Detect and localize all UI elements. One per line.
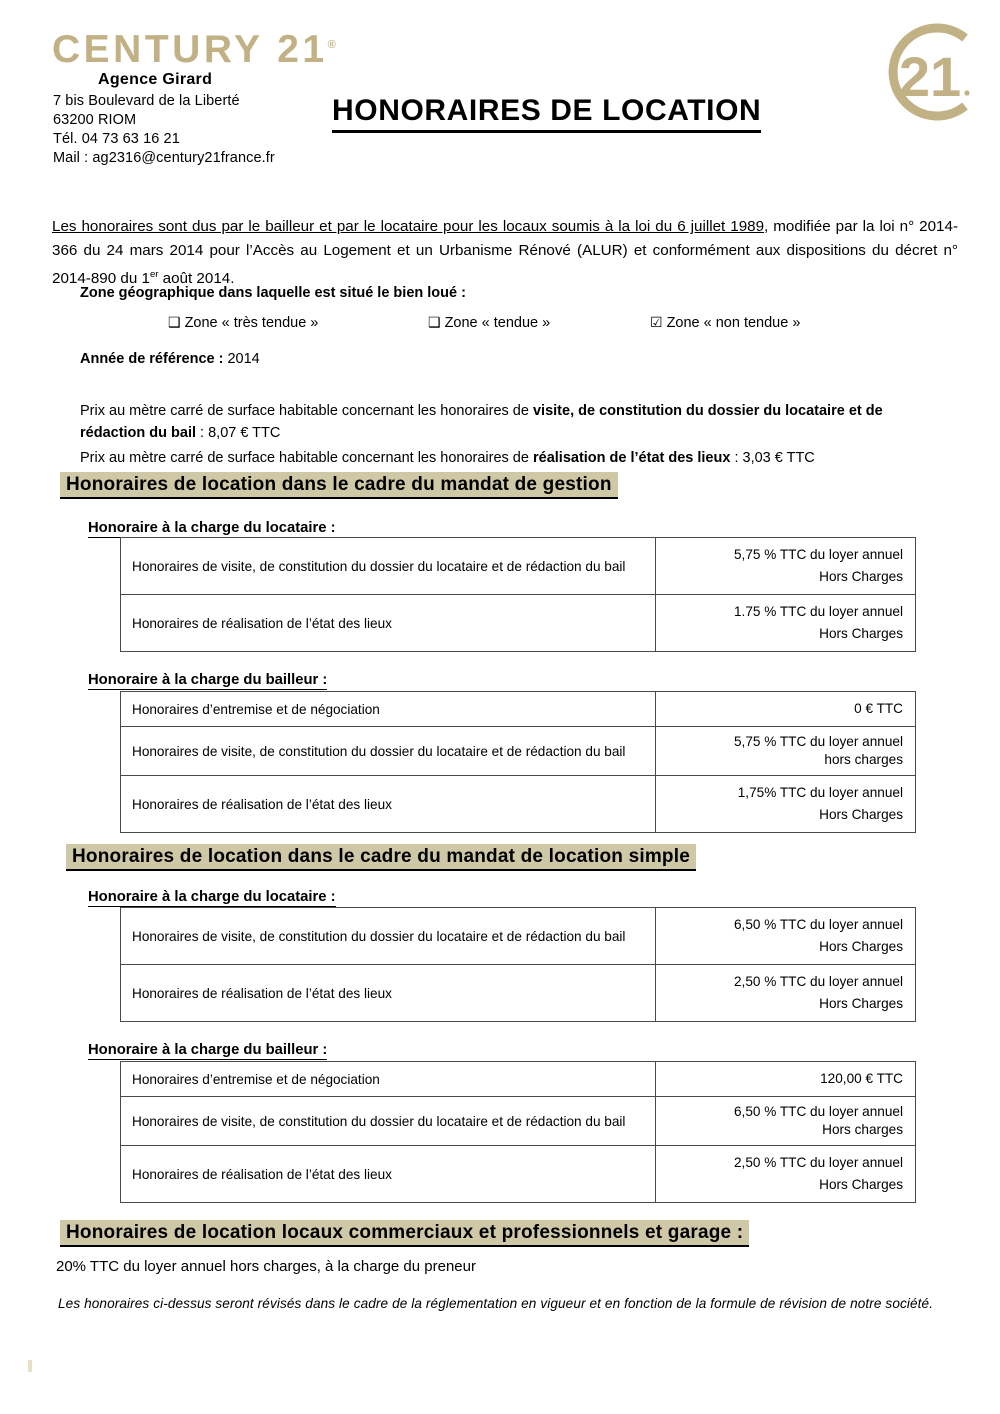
checkbox-unchecked-icon[interactable]: ❑ <box>428 314 441 330</box>
agency-name: Agence Girard <box>98 71 213 88</box>
century21-logo-icon <box>868 14 984 130</box>
fee-label: Honoraires de visite, de constitution du dossier du locataire et de rédaction du bail <box>121 727 656 776</box>
fee-value <box>656 595 916 652</box>
fee-value <box>656 1062 916 1097</box>
table-row <box>121 1062 916 1097</box>
scan-artifact <box>28 1360 32 1372</box>
checkbox-checked-icon[interactable]: ☑ <box>650 314 663 330</box>
price-visite-amount: : 8,07 € TTC <box>196 424 281 441</box>
price-visite-emphasis: visite, de constitution du dossier du locataire et de rédaction du bail <box>80 402 883 441</box>
fee-value-secondary: Hors Charges <box>819 1177 903 1192</box>
price-visite-prefix: Prix au mètre carré de surface habitable concernant les honoraires de <box>80 402 533 419</box>
price-etat-des-lieux-line <box>80 450 960 466</box>
fee-value-secondary: Hors charges <box>822 1122 903 1137</box>
fee-label: Honoraires de réalisation de l’état des lieux <box>121 776 656 833</box>
fee-label: Honoraires de réalisation de l’état des lieux <box>121 965 656 1022</box>
fee-value <box>656 776 916 833</box>
section-heading-mandat-gestion: Honoraires de location dans le cadre du mandat de gestion <box>60 472 618 499</box>
fee-value-secondary: Hors Charges <box>819 807 903 822</box>
reference-year <box>80 351 260 367</box>
brand-name-text: CENTURY 21 <box>52 28 328 71</box>
fee-value-primary: 120,00 € TTC <box>820 1071 903 1086</box>
fee-label: Honoraires d’entremise et de négociation <box>121 1062 656 1097</box>
agency-address-line-1: 7 bis Boulevard de la Liberté <box>53 93 240 109</box>
subheading-gestion-bailleur: Honoraire à la charge du bailleur : <box>88 672 328 688</box>
fee-value-primary: 5,75 % TTC du loyer annuel <box>733 547 903 562</box>
fee-value <box>656 1097 916 1146</box>
table-row <box>121 538 916 595</box>
table-row <box>121 692 916 727</box>
agency-address-line-2: 63200 RIOM <box>53 112 137 128</box>
fee-value-primary: 2,50 % TTC du loyer annuel <box>733 974 903 989</box>
intro-rest-a: , modifiée par la loi n° 2014-366 du 24 mars 2014 pour l’Accès au Logement et un Urbanisme Rénové (ALUR) et conformément aux dispositions du décret n° 2014-890 du 1 <box>52 218 959 288</box>
checkbox-unchecked-icon[interactable]: ❑ <box>168 314 181 330</box>
fee-label: Honoraires de réalisation de l’état des lieux <box>121 595 656 652</box>
agency-contact-block <box>53 92 275 168</box>
reference-year-label: Année de référence : <box>80 351 224 367</box>
price-etat-prefix: Prix au mètre carré de surface habitable concernant les honoraires de <box>80 449 533 466</box>
fee-value-secondary: Hors Charges <box>819 996 903 1011</box>
fee-value-primary: 5,75 % TTC du loyer annuel <box>733 734 903 749</box>
section-heading-locaux-commerciaux: Honoraires de location locaux commerciaux et professionnels et garage : <box>60 1220 749 1247</box>
zone-option-label: Zone « très tendue » <box>184 315 319 331</box>
commercial-rate-text: 20% TTC du loyer annuel hors charges, à la charge du preneur <box>56 1258 476 1275</box>
table-row <box>121 1097 916 1146</box>
table-row <box>121 965 916 1022</box>
fee-value <box>656 727 916 776</box>
subheading-simple-locataire: Honoraire à la charge du locataire : <box>88 889 336 905</box>
fee-value <box>656 692 916 727</box>
fee-label: Honoraires de visite, de constitution du dossier du locataire et de rédaction du bail <box>121 908 656 965</box>
fee-value-secondary: Hors Charges <box>819 569 903 584</box>
fee-value <box>656 538 916 595</box>
fee-value-secondary: hors charges <box>824 752 903 767</box>
registered-trademark-icon: ® <box>327 39 336 51</box>
zone-section-title: Zone géographique dans laquelle est situé le bien loué : <box>80 285 466 301</box>
fee-label: Honoraires de visite, de constitution du dossier du locataire et de rédaction du bail <box>121 1097 656 1146</box>
section-heading-mandat-location-simple: Honoraires de location dans le cadre du mandat de location simple <box>66 844 696 871</box>
fee-value-primary: 6,50 % TTC du loyer annuel <box>733 917 903 932</box>
table-row <box>121 595 916 652</box>
table-row <box>121 776 916 833</box>
zone-option-non-tendue[interactable] <box>650 314 800 331</box>
table-row <box>121 727 916 776</box>
zone-option-tendue[interactable] <box>428 314 550 331</box>
zone-option-label: Zone « non tendue » <box>666 315 801 331</box>
table-simple-locataire <box>120 907 916 1022</box>
fee-value-primary: 0 € TTC <box>854 701 903 716</box>
fee-value-primary: 6,50 % TTC du loyer annuel <box>733 1104 903 1119</box>
svg-text:21: 21 <box>898 45 962 108</box>
fee-label: Honoraires de réalisation de l’état des lieux <box>121 1146 656 1203</box>
reference-year-value: 2014 <box>227 351 260 367</box>
zone-option-label: Zone « tendue » <box>444 315 551 331</box>
fee-value-secondary: Hors Charges <box>819 939 903 954</box>
price-etat-emphasis: réalisation de l’état des lieux <box>532 449 731 466</box>
price-visite-line <box>80 400 940 444</box>
fee-value <box>656 1146 916 1203</box>
table-row <box>121 908 916 965</box>
intro-underlined-clause: Les honoraires sont dus par le bailleur et par le locataire pour les locaux soumis à la loi du 6 juillet 1989 <box>52 218 765 236</box>
fee-label: Honoraires de visite, de constitution du dossier du locataire et de rédaction du bail <box>121 538 656 595</box>
fee-value-primary: 1,75% TTC du loyer annuel <box>737 785 903 800</box>
fee-value <box>656 908 916 965</box>
fee-value-primary: 2,50 % TTC du loyer annuel <box>733 1155 903 1170</box>
fee-label: Honoraires d’entremise et de négociation <box>121 692 656 727</box>
fee-value-primary: 1.75 % TTC du loyer annuel <box>733 604 903 619</box>
fee-value-secondary: Hors Charges <box>819 626 903 641</box>
agency-email: Mail : ag2316@century21france.fr <box>53 150 275 166</box>
agency-phone: Tél. 04 73 63 16 21 <box>53 131 180 147</box>
fee-value <box>656 965 916 1022</box>
table-row <box>121 1146 916 1203</box>
price-etat-amount: : 3,03 € TTC <box>730 449 815 466</box>
intro-ordinal-suffix: er <box>149 269 159 281</box>
table-gestion-locataire <box>120 537 916 652</box>
table-simple-bailleur <box>120 1061 916 1203</box>
revision-note: Les honoraires ci-dessus seront révisés dans le cadre de la réglementation en vigueur et en fonction de la formule de révision de notre société. <box>58 1296 934 1311</box>
zone-option-tres-tendue[interactable] <box>168 314 318 331</box>
subheading-gestion-locataire: Honoraire à la charge du locataire : <box>88 520 336 536</box>
table-gestion-bailleur <box>120 691 916 833</box>
document-header <box>0 0 1000 180</box>
intro-rest-b: août 2014. <box>158 270 235 288</box>
century21-wordmark <box>52 28 336 72</box>
subheading-simple-bailleur: Honoraire à la charge du bailleur : <box>88 1042 328 1058</box>
page-title: HONORAIRES DE LOCATION <box>332 94 761 133</box>
intro-paragraph <box>52 215 958 291</box>
